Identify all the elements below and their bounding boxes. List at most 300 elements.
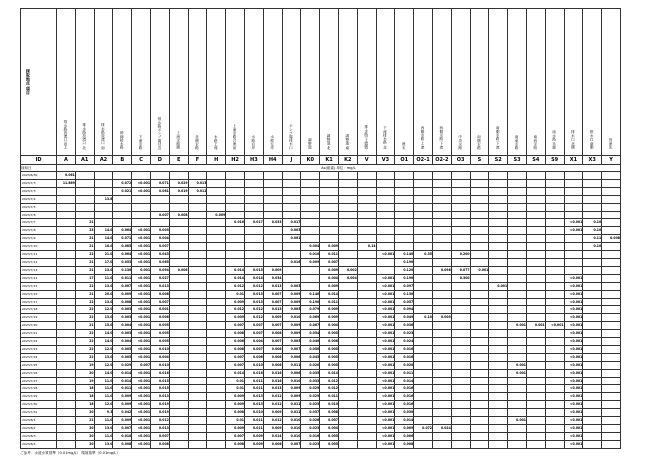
value-cell-H: [207, 409, 226, 417]
column-id-K0: K0: [301, 156, 320, 165]
value-cell-H2: 0.009: [226, 401, 245, 409]
value-cell-O1: 0.020: [395, 361, 414, 369]
value-cell-C: <0.001: [132, 377, 151, 385]
value-cell-S9: [545, 385, 564, 393]
value-cell-B: 0.010: [113, 432, 132, 440]
value-cell-K1: [320, 172, 339, 180]
value-cell-S4: [526, 219, 545, 227]
value-cell-X3: 0.10: [583, 243, 602, 251]
value-cell-E: [169, 258, 188, 266]
value-cell-S4: [526, 314, 545, 322]
column-name-K0: [301, 9, 320, 156]
value-cell-H4: [263, 251, 282, 259]
value-cell-A1: 18: [75, 385, 94, 393]
value-cell-K0: [301, 235, 320, 243]
value-cell-S9: [545, 361, 564, 369]
table-row: [21, 401, 621, 409]
value-cell-S: [470, 227, 489, 235]
column-id-K2: K2: [338, 156, 357, 165]
value-cell-O3: [451, 322, 470, 330]
value-cell-B: 0.072: [113, 179, 132, 187]
table-row: [21, 227, 621, 235]
value-cell-O2-1: [414, 187, 433, 195]
value-cell-J: [282, 187, 301, 195]
value-cell-V3: [376, 235, 395, 243]
value-cell-F: [188, 172, 207, 180]
value-cell-O3: [451, 385, 470, 393]
value-cell-A: [57, 361, 76, 369]
sample-date: 2023/7/26: [21, 369, 57, 377]
value-cell-S9: [545, 440, 564, 448]
value-cell-X3: [583, 432, 602, 440]
sample-date: 2023/7/23: [21, 345, 57, 353]
value-cell-X3: [583, 258, 602, 266]
value-cell-A1: 21: [75, 235, 94, 243]
value-cell-O3: [451, 227, 470, 235]
value-cell-E: [169, 251, 188, 259]
value-cell-Y: [602, 251, 621, 259]
value-cell-S3: [508, 345, 527, 353]
value-cell-V3: [376, 266, 395, 274]
table-row: [21, 235, 621, 243]
value-cell-H: [207, 290, 226, 298]
value-cell-D: 0.006: [150, 314, 169, 322]
value-cell-K0: 0.023: [301, 425, 320, 433]
value-cell-C: <0.001: [132, 314, 151, 322]
column-id-H3: H3: [244, 156, 263, 165]
value-cell-V: [357, 219, 376, 227]
value-cell-S2: [489, 219, 508, 227]
value-cell-D: [150, 219, 169, 227]
value-cell-S3: [508, 385, 527, 393]
value-cell-C: 0.007: [132, 361, 151, 369]
value-cell-S9: [545, 211, 564, 219]
value-cell-F: [188, 425, 207, 433]
value-cell-D: 0.008: [150, 290, 169, 298]
value-cell-V: [357, 179, 376, 187]
value-cell-C: [132, 172, 151, 180]
value-cell-S: [470, 314, 489, 322]
value-cell-O2-1: [414, 298, 433, 306]
value-cell-K2: [338, 235, 357, 243]
column-id-X3: X3: [583, 156, 602, 165]
value-cell-Y: [602, 314, 621, 322]
value-cell-H2: 0.01: [226, 417, 245, 425]
value-cell-X1: <0.001: [564, 306, 583, 314]
value-cell-S3: [508, 187, 527, 195]
value-cell-S3: [508, 338, 527, 346]
value-cell-O3: 0.300: [451, 274, 470, 282]
value-cell-J: [282, 195, 301, 203]
column-name-label: 南西水路: [533, 134, 538, 150]
value-cell-S: [470, 377, 489, 385]
value-cell-Y: [602, 282, 621, 290]
value-cell-V3: <0.001: [376, 330, 395, 338]
value-cell-V: [357, 369, 376, 377]
value-cell-S: [470, 432, 489, 440]
value-cell-V: [357, 298, 376, 306]
table-row: [21, 322, 621, 330]
value-cell-S2: [489, 417, 508, 425]
value-cell-S4: [526, 274, 545, 282]
value-cell-O2-2: [432, 369, 451, 377]
value-cell-S3: [508, 266, 527, 274]
table-row: [21, 409, 621, 417]
value-cell-K0: 0.079: [301, 306, 320, 314]
value-cell-O1: 0.140: [395, 251, 414, 259]
value-cell-V: [357, 282, 376, 290]
sample-date: 2023/7/16: [21, 290, 57, 298]
value-cell-A: [57, 330, 76, 338]
column-name-H4: [263, 9, 282, 156]
value-cell-X1: <0.001: [564, 377, 583, 385]
value-cell-F: [188, 211, 207, 219]
value-cell-H2: 0.009: [226, 425, 245, 433]
value-cell-V3: <0.001: [376, 369, 395, 377]
unit-row: [21, 165, 621, 172]
value-cell-K2: [338, 338, 357, 346]
value-cell-K0: 0.067: [301, 322, 320, 330]
value-cell-O1: 0.030: [395, 409, 414, 417]
value-cell-S2: [489, 393, 508, 401]
value-cell-V: [357, 274, 376, 282]
value-cell-V: [357, 361, 376, 369]
value-cell-C: 0.001: [132, 266, 151, 274]
value-cell-O3: [451, 298, 470, 306]
column-id-S2: S2: [489, 156, 508, 165]
value-cell-V: [357, 417, 376, 425]
value-cell-O3: [451, 195, 470, 203]
value-cell-S4: [526, 409, 545, 417]
value-cell-V3: [376, 219, 395, 227]
column-name-label: 水路左岸: [270, 134, 275, 150]
value-cell-K1: 0.005: [320, 345, 339, 353]
value-cell-A2: 14.0: [94, 330, 113, 338]
value-cell-D: 0.004: [150, 353, 169, 361]
value-cell-C: <0.001: [132, 251, 151, 259]
arsenic-table: [20, 8, 621, 449]
value-cell-O1: 0.016: [395, 345, 414, 353]
column-name-label: 排水路放流口 北: [82, 122, 87, 150]
value-cell-X3: [583, 409, 602, 417]
value-cell-O3: [451, 377, 470, 385]
value-cell-H3: 0.011: [244, 425, 263, 433]
value-cell-S: [470, 353, 489, 361]
table-row: [21, 345, 621, 353]
value-cell-V3: <0.001: [376, 440, 395, 448]
value-cell-S3: [508, 235, 527, 243]
column-name-A: [57, 9, 76, 156]
value-cell-S4: [526, 417, 545, 425]
value-cell-J: 0.010: [282, 314, 301, 322]
value-cell-K2: [338, 211, 357, 219]
value-cell-K0: 0.004: [301, 243, 320, 251]
value-cell-A1: 22: [75, 314, 94, 322]
value-cell-Y: [602, 353, 621, 361]
value-cell-C: [132, 211, 151, 219]
value-cell-V: [357, 306, 376, 314]
value-cell-X3: [583, 314, 602, 322]
value-cell-K0: [301, 282, 320, 290]
value-cell-S3: [508, 432, 527, 440]
value-cell-K0: 0.016: [301, 432, 320, 440]
value-cell-H: [207, 385, 226, 393]
value-cell-O2-1: [414, 393, 433, 401]
value-cell-X3: [583, 172, 602, 180]
value-cell-S4: [526, 179, 545, 187]
value-cell-O2-2: [432, 227, 451, 235]
value-cell-O3: [451, 172, 470, 180]
value-cell-A: [57, 393, 76, 401]
value-cell-O1: 0.016: [395, 401, 414, 409]
value-cell-A1: 21: [75, 266, 94, 274]
value-cell-O3: [451, 243, 470, 251]
value-cell-S3: [508, 290, 527, 298]
value-cell-B: 0.064: [113, 227, 132, 235]
value-cell-O1: [395, 227, 414, 235]
value-cell-K1: 0.011: [320, 298, 339, 306]
value-cell-A2: 11.0: [94, 393, 113, 401]
table-row: [21, 172, 621, 180]
table-row: [21, 187, 621, 195]
value-cell-X1: <0.001: [564, 338, 583, 346]
column-id-J: J: [282, 156, 301, 165]
sample-date: 2023/7/7: [21, 219, 57, 227]
value-cell-S4: [526, 353, 545, 361]
value-cell-C: <0.001: [132, 187, 151, 195]
value-cell-O1: [395, 235, 414, 243]
table-row: [21, 282, 621, 290]
value-cell-K2: [338, 377, 357, 385]
value-cell-A: [57, 322, 76, 330]
value-cell-K1: 0.006: [320, 338, 339, 346]
value-cell-A: [57, 258, 76, 266]
value-cell-H3: 0.006: [244, 353, 263, 361]
value-cell-S4: [526, 195, 545, 203]
value-cell-J: [282, 203, 301, 211]
value-cell-O1: 0.049: [395, 314, 414, 322]
value-cell-A2: [94, 172, 113, 180]
value-cell-A: [57, 353, 76, 361]
value-cell-E: [169, 219, 188, 227]
value-cell-B: [113, 219, 132, 227]
value-cell-X1: <0.001: [564, 274, 583, 282]
value-cell-F: [188, 361, 207, 369]
value-cell-S9: [545, 235, 564, 243]
value-cell-H4: [263, 258, 282, 266]
value-cell-V3: <0.001: [376, 393, 395, 401]
value-cell-S: [470, 282, 489, 290]
value-cell-O2-2: 0.024: [432, 425, 451, 433]
value-cell-X3: [583, 417, 602, 425]
value-cell-A1: 21: [75, 322, 94, 330]
table-row: [21, 219, 621, 227]
value-cell-X1: [564, 251, 583, 259]
value-cell-V: [357, 409, 376, 417]
value-cell-S2: 0.001: [489, 282, 508, 290]
value-cell-A1: 22: [75, 251, 94, 259]
value-cell-A2: 11.0: [94, 385, 113, 393]
value-cell-K1: 0.014: [320, 369, 339, 377]
value-cell-H2: 0.009: [226, 298, 245, 306]
value-cell-H3: 0.009: [244, 432, 263, 440]
value-cell-H4: 0.006: [263, 353, 282, 361]
value-cell-B: 0.009: [113, 290, 132, 298]
value-cell-K2: [338, 298, 357, 306]
value-cell-J: 0.009: [282, 298, 301, 306]
value-cell-F: [188, 330, 207, 338]
value-cell-O2-2: [432, 353, 451, 361]
value-cell-K1: 0.012: [320, 377, 339, 385]
value-cell-A2: 13.0: [94, 298, 113, 306]
value-cell-X1: <0.001: [564, 330, 583, 338]
value-cell-V: 0.14: [357, 243, 376, 251]
value-cell-X3: [583, 377, 602, 385]
column-name-S4: [526, 9, 545, 156]
value-cell-O2-2: [432, 258, 451, 266]
value-cell-V3: [376, 258, 395, 266]
value-cell-F: [188, 282, 207, 290]
value-cell-K0: [301, 274, 320, 282]
value-cell-O3: [451, 440, 470, 448]
value-cell-O2-2: [432, 219, 451, 227]
table-row: [21, 377, 621, 385]
value-cell-Y: [602, 385, 621, 393]
value-cell-H2: 0.007: [226, 322, 245, 330]
value-cell-S3: [508, 330, 527, 338]
value-cell-H: [207, 393, 226, 401]
value-cell-S: [470, 179, 489, 187]
value-cell-K0: 0.069: [301, 314, 320, 322]
value-cell-X1: <0.001: [564, 282, 583, 290]
value-cell-F: [188, 401, 207, 409]
value-cell-X3: 0.11: [583, 235, 602, 243]
value-cell-A1: [75, 187, 94, 195]
value-cell-O2-1: 0.35: [414, 251, 433, 259]
value-cell-J: [282, 172, 301, 180]
value-cell-O2-1: [414, 203, 433, 211]
value-cell-E: [169, 338, 188, 346]
column-name-label: 調整池: [308, 138, 313, 150]
column-name-X3: [583, 9, 602, 156]
value-cell-O2-2: [432, 345, 451, 353]
value-cell-A2: 11.0: [94, 432, 113, 440]
value-cell-B: 0.071: [113, 235, 132, 243]
value-cell-A2: 14.0: [94, 235, 113, 243]
value-cell-B: 0.053: [113, 258, 132, 266]
value-cell-H3: [244, 243, 263, 251]
sample-date: 2023/7/14: [21, 274, 57, 282]
table-row: [21, 432, 621, 440]
value-cell-X1: <0.001: [564, 345, 583, 353]
value-cell-H3: [244, 258, 263, 266]
value-cell-A: [57, 203, 76, 211]
value-cell-Y: [602, 377, 621, 385]
value-cell-K0: 0.035: [301, 369, 320, 377]
value-cell-O2-2: [432, 195, 451, 203]
column-name-A1: [75, 9, 94, 156]
value-cell-H2: 0.007: [226, 353, 245, 361]
value-cell-S2: [489, 195, 508, 203]
value-cell-H3: [244, 179, 263, 187]
value-cell-C: <0.001: [132, 409, 151, 417]
value-cell-H3: 0.011: [244, 385, 263, 393]
value-cell-A2: [94, 187, 113, 195]
value-cell-O1: [395, 195, 414, 203]
value-cell-S3: [508, 211, 527, 219]
value-cell-C: [132, 203, 151, 211]
value-cell-E: [169, 393, 188, 401]
value-cell-A: [57, 440, 76, 448]
value-cell-H2: 0.006: [226, 338, 245, 346]
value-cell-O2-2: [432, 290, 451, 298]
value-cell-H2: 0.01: [226, 290, 245, 298]
column-id-D: D: [150, 156, 169, 165]
value-cell-Y: [602, 211, 621, 219]
value-cell-S: 0.001: [470, 266, 489, 274]
value-cell-Y: [602, 409, 621, 417]
value-cell-H: [207, 235, 226, 243]
value-cell-D: 0.007: [150, 243, 169, 251]
value-cell-V: [357, 187, 376, 195]
value-cell-V3: <0.001: [376, 322, 395, 330]
value-cell-H2: 0.014: [226, 266, 245, 274]
value-cell-V3: <0.001: [376, 432, 395, 440]
value-cell-O3: [451, 179, 470, 187]
value-cell-A: [57, 251, 76, 259]
value-cell-X1: <0.001: [564, 369, 583, 377]
value-cell-V: [357, 172, 376, 180]
value-cell-A: [57, 274, 76, 282]
value-cell-O1: [395, 172, 414, 180]
sample-date: 2023/7/29: [21, 393, 57, 401]
value-cell-H4: 0.034: [263, 274, 282, 282]
value-cell-S4: [526, 385, 545, 393]
column-name-label: 北側水路: [195, 134, 200, 150]
column-name-S2: [489, 9, 508, 156]
column-name-label: 放流先: [609, 138, 613, 150]
sample-date: 2023/7/18: [21, 306, 57, 314]
table-row: [21, 393, 621, 401]
value-cell-D: 0.005: [150, 322, 169, 330]
value-cell-S9: [545, 306, 564, 314]
value-cell-B: [113, 172, 132, 180]
value-cell-X1: [564, 211, 583, 219]
value-cell-Y: [602, 401, 621, 409]
value-cell-O2-2: 0.009: [432, 314, 451, 322]
value-cell-K2: [338, 393, 357, 401]
value-cell-C: <0.001: [132, 353, 151, 361]
value-cell-K2: [338, 227, 357, 235]
value-cell-S2: [489, 290, 508, 298]
table-row: [21, 338, 621, 346]
value-cell-Y: [602, 361, 621, 369]
value-cell-D: 0.061: [150, 187, 169, 195]
value-cell-O1: 0.190: [395, 274, 414, 282]
value-cell-S: [470, 187, 489, 195]
value-cell-X1: <0.001: [564, 425, 583, 433]
sample-date: 2023/7/8: [21, 227, 57, 235]
value-cell-K2: [338, 195, 357, 203]
value-cell-S: [470, 361, 489, 369]
value-cell-O2-2: [432, 432, 451, 440]
value-cell-H4: 0.014: [263, 432, 282, 440]
value-cell-B: 0.011: [113, 274, 132, 282]
value-cell-A2: [94, 211, 113, 219]
value-cell-A1: 21: [75, 258, 94, 266]
value-cell-X3: [583, 440, 602, 448]
value-cell-H4: 0.009: [263, 409, 282, 417]
